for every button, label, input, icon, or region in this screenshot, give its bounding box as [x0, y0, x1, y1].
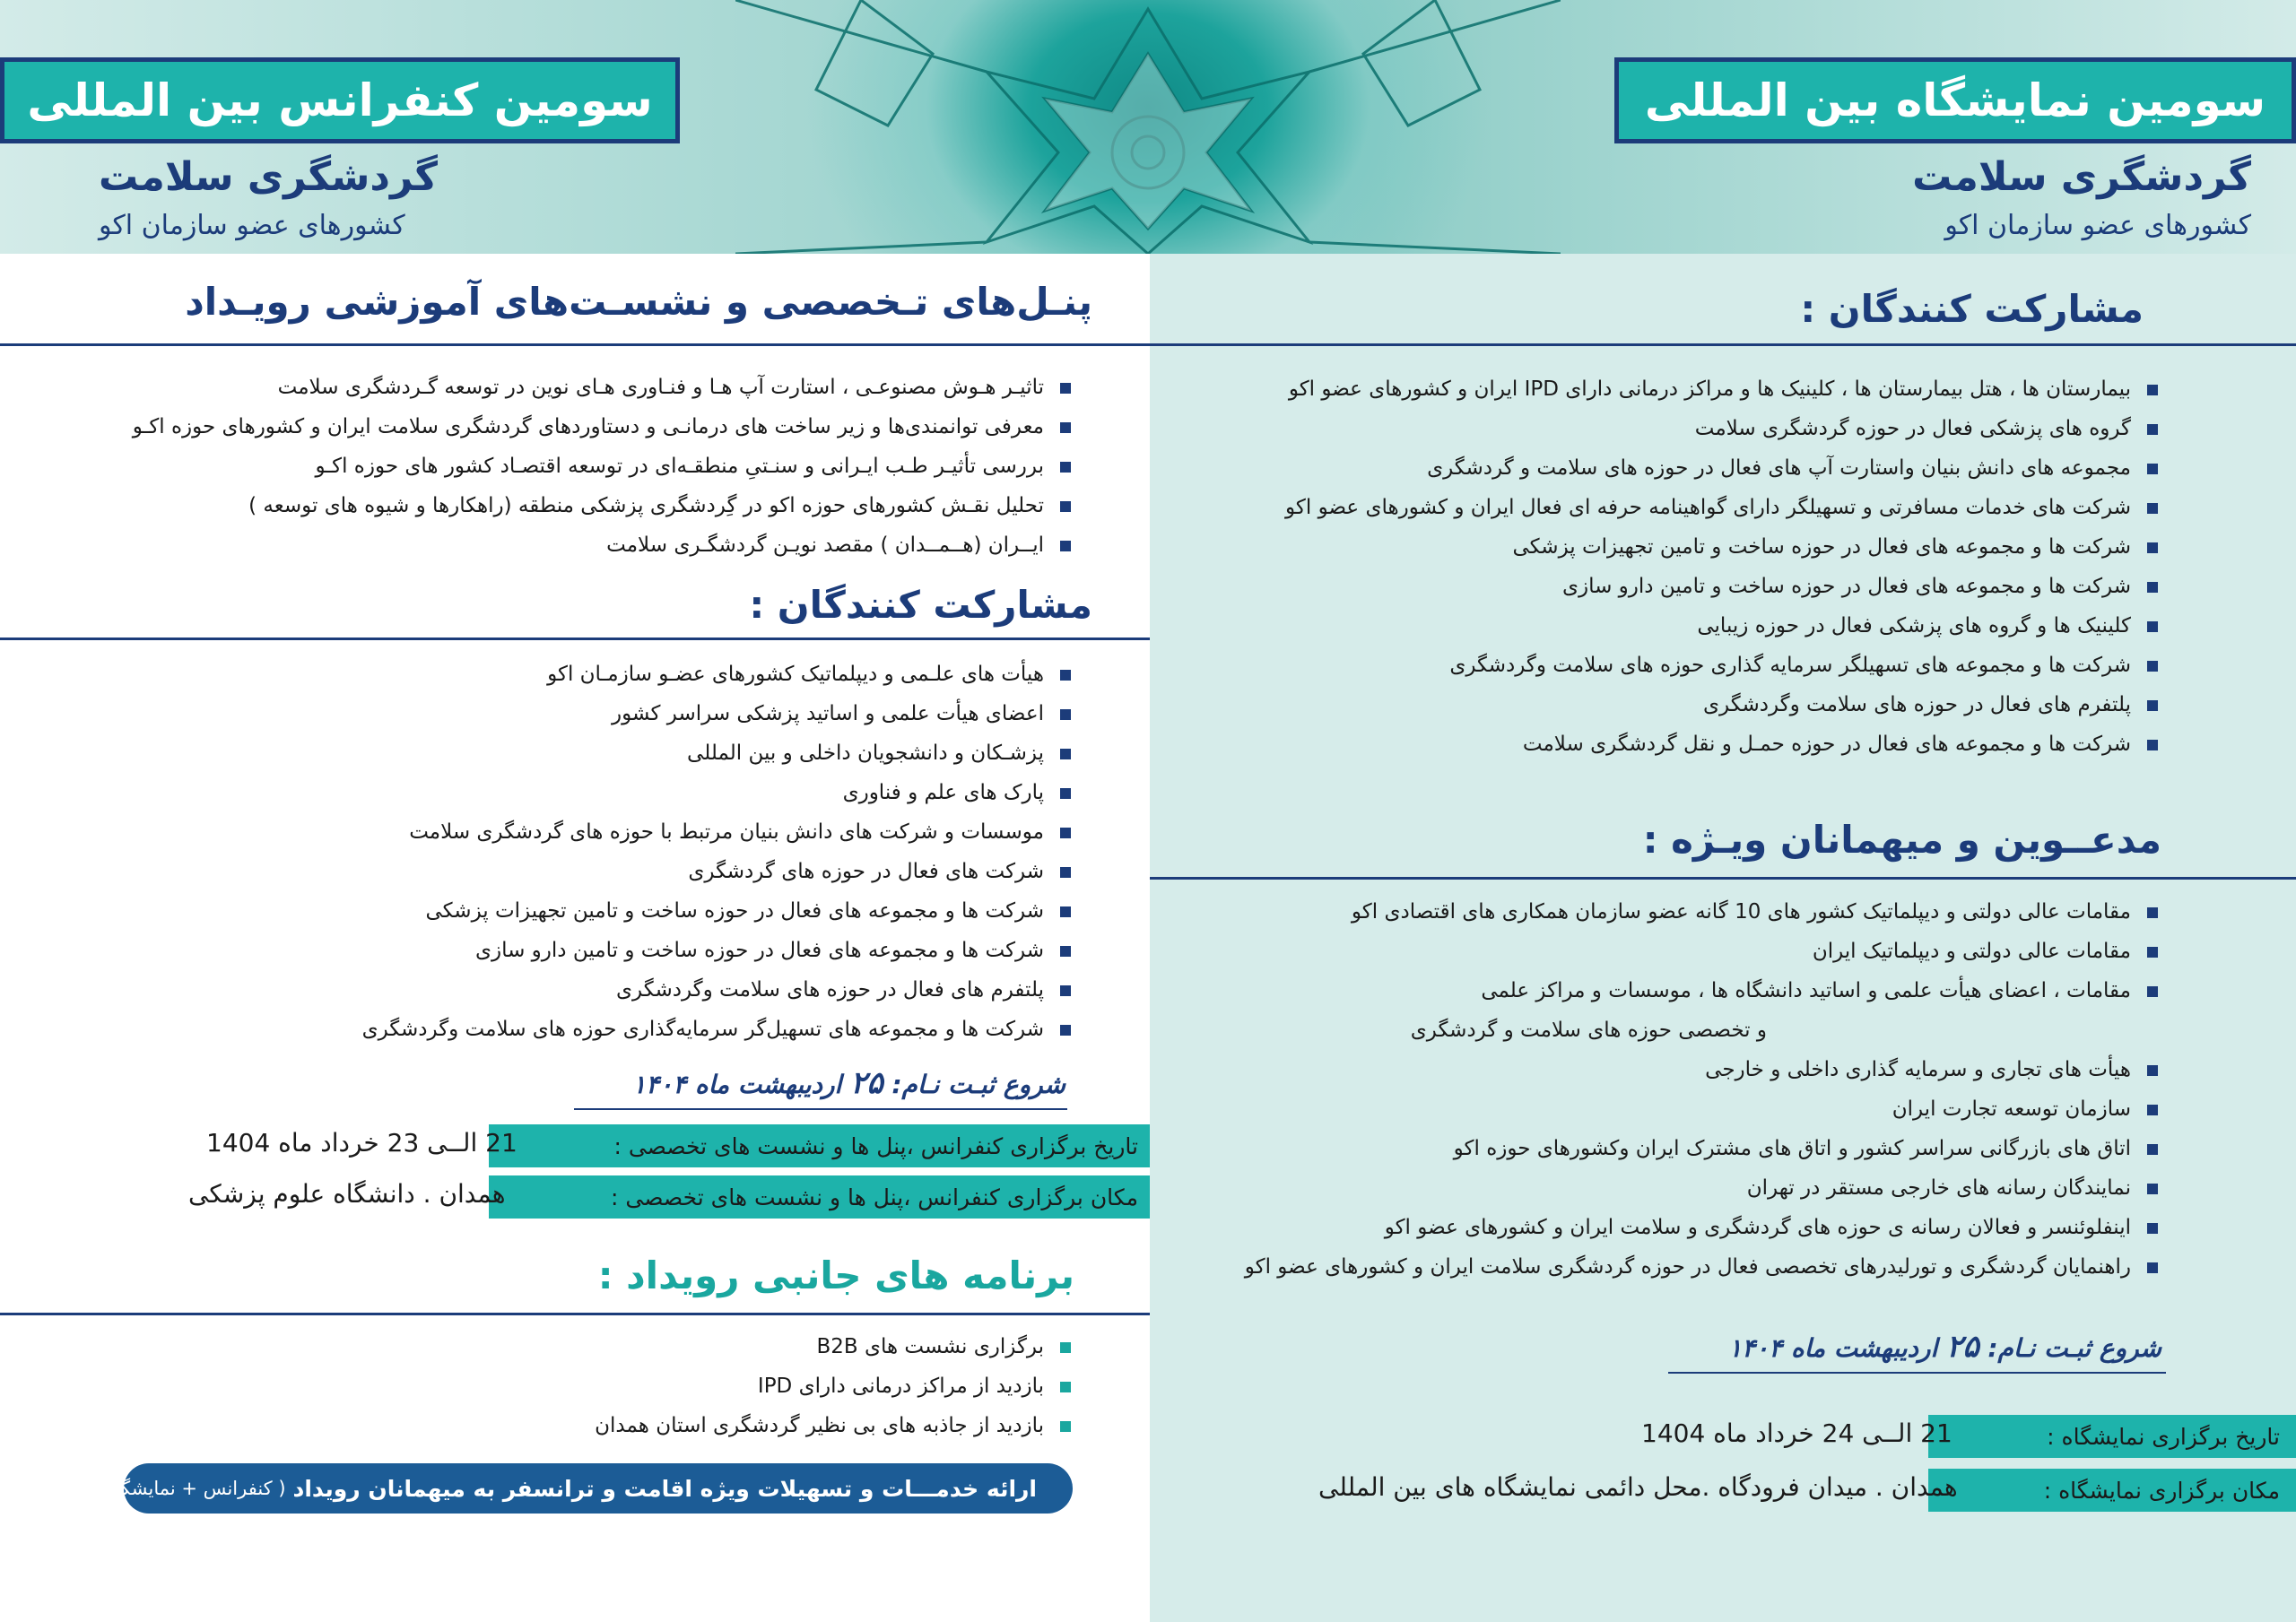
list-item: پلتفرم های فعال در حوزه های سلامت وگردشگری — [1285, 685, 2161, 724]
list-item: شرکت ها و مجموعه های فعال در حوزه ساخت و تامین دارو سازی — [1285, 567, 2161, 606]
list-item: شرکت ها و مجموعه های فعال در حوزه حمـل و نقل گردشگری سلامت — [1285, 724, 2161, 764]
exhibition-participants-title: مشارکت کنندگان : — [1800, 287, 2144, 331]
side-programs-rule — [0, 1313, 1150, 1315]
guests-list — [1245, 892, 2161, 1287]
list-item: راهنمایان گردشگری و تورلیدرهای تخصصی فعال در حوزه گردشگری سلامت ایران و کشورهای عضو اکو — [1245, 1247, 2161, 1287]
islamic-ornament-image — [735, 0, 1561, 254]
registration-label: شروع ثبـت نـام: — [891, 1070, 1065, 1099]
list-item: شرکت ها و مجموعه های تسهیل‌گر سرمایه‌گذاری حوزه های سلامت وگردشگری — [362, 1010, 1074, 1049]
list-item: مقامات عالی دولتی و دیپلماتیک ایران — [1245, 932, 2161, 971]
list-item: مقامات ، اعضای هیأت علمی و اساتید دانشگاه ها ، موسسات و مراکز علمی — [1245, 971, 2161, 1010]
exhibition-place-label: مکان برگزاری نمایشگاه : — [1928, 1469, 2296, 1512]
list-item: شرکت های خدمات مسافرتی و تسهیلگر دارای گواهینامه حرفه ای فعال ایران و کشورهای عضو اکو — [1285, 488, 2161, 527]
list-item: هیأت های علـمی و دیپلماتیک کشورهای عضـو سازمـان اکو — [362, 655, 1074, 694]
list-item: شرکت ها و مجموعه های فعال در حوزه ساخت و تامین تجهیزات پزشکی — [1285, 527, 2161, 567]
list-item-continuation: و تخصصی حوزه های سلامت و گردشگری — [1410, 1019, 1767, 1042]
list-item: شرکت ها و مجموعه های فعال در حوزه ساخت و تامین دارو سازی — [362, 931, 1074, 970]
header-band — [0, 0, 2296, 254]
guests-title: مدعــوین و میهمانان ویـژه : — [1642, 818, 2161, 862]
panels-title: پنـل‌های تـخصصی و نشسـت‌های آموزشی رویـداد — [185, 280, 1092, 324]
panels-title-rule — [0, 343, 1150, 346]
list-item: مجموعه های دانش بنیان واستارت آپ های فعال در حوزه های سلامت و گردشگری — [1285, 448, 2161, 488]
list-item: برگزاری نشست های B2B — [595, 1327, 1074, 1366]
list-item: تحلیل نقـش کشورهای حوزه اکو در گِردشگری پزشکی منطقه (راهکارها و شیوه های توسعه ) — [133, 486, 1074, 525]
list-item: معرفی توانمندی‌ها و زیر ساخت‌ های درمانـی و دستاوردهای گردشگری سلامت ایران و کشورهای حوزه اکـو — [133, 407, 1074, 447]
conference-place-label: مکان برگزاری کنفرانس ،پنل ها و نشست های تخصصی : — [489, 1175, 1154, 1219]
side-programs-list — [595, 1327, 1074, 1445]
list-item: بازدید از جاذبه های بی نظیر گردشگری استان همدان — [595, 1406, 1074, 1445]
list-item: شرکت های فعال در حوزه های گردشگری — [362, 852, 1074, 891]
exhibition-participants-rule — [1150, 343, 2296, 346]
list-item: بازدید از مراکز درمانی دارای IPD — [595, 1366, 1074, 1406]
list-item: پلتفرم های فعال در حوزه های سلامت وگردشگری — [362, 970, 1074, 1010]
services-banner — [91, 1463, 1073, 1514]
registration-label: شروع ثبـت نـام: — [1987, 1333, 2161, 1363]
list-item: کلینیک ها و گروه های پزشکی فعال در حوزه زیبایی — [1285, 606, 2161, 646]
panels-list — [133, 368, 1074, 565]
conference-subtitle: گردشگری سلامت — [99, 154, 438, 200]
registration-day: ۲۵ — [1946, 1329, 1979, 1365]
list-item: پارک های علم و فناوری — [362, 773, 1074, 812]
registration-day: ۲۵ — [850, 1065, 883, 1101]
conference-sub2: کشورهای عضو سازمان اکو — [99, 210, 405, 241]
list-item: پزشـکان و دانشجویان داخلی و بین المللی — [362, 733, 1074, 773]
list-item: هیأت های تجاری و سرمایه گذاری داخلی و خارجی — [1245, 1050, 2161, 1089]
exhibition-title: سومین نمایشگاه بین المللی — [1614, 57, 2296, 143]
services-note: ( کنفرانس + نمایشگاه ) — [91, 1478, 286, 1499]
registration-underline — [574, 1108, 1067, 1110]
exhibition-sub2: کشورهای عضو سازمان اکو — [1944, 210, 2251, 241]
list-item: بررسی تأثیـر طـب ایـرانی و سنـتیِ منطقـه‌ای در توسعه اقتصـاد کشور های حوزه اکـو — [133, 447, 1074, 486]
conference-participants-title: مشارکت کنندگان : — [749, 583, 1092, 627]
exhibition-registration — [1728, 1329, 2161, 1365]
list-item: اعضای هیأت علمی و اساتید پزشکی سراسر کشور — [362, 694, 1074, 733]
list-item: موسسات و شرکت های دانش بنیان مرتبط با حوزه های گردشگری سلامت — [362, 812, 1074, 852]
conference-title: سومین کنفرانس بین المللی — [0, 57, 680, 143]
side-programs-title: برنامه های جانبی رویداد : — [597, 1253, 1074, 1297]
conference-date-value: 21 الــی 23 خرداد ماه 1404 — [206, 1128, 517, 1158]
list-item: شرکت ها و مجموعه های فعال در حوزه ساخت و تامین تجهیزات پزشکی — [362, 891, 1074, 931]
list-item: بیمارستان ها ، هتل بیمارستان ها ، کلینیک ها و مراکز درمانی دارای IPD ایران و کشورهای عضو اکو — [1285, 369, 2161, 409]
exhibition-place-value: همدان . میدان فرودگاه .محل دائمی نمایشگاه های بین المللی — [1318, 1472, 1958, 1502]
list-item: نمایندگان رسانه های خارجی مستقر در تهران — [1245, 1168, 2161, 1208]
list-item: تاثیـر هـوش مصنوعـی ، استارت آپ هـا و فنـاوری هـای نوین در توسعه گـردشگری سلامت — [133, 368, 1074, 407]
list-item: اتاق های بازرگانی سراسر کشور و اتاق های مشترک ایران وکشورهای حوزه اکو — [1245, 1129, 2161, 1168]
registration-underline — [1668, 1372, 2166, 1374]
exhibition-date-value: 21 الــی 24 خرداد ماه 1404 — [1641, 1418, 1952, 1448]
conference-participants-list — [362, 655, 1074, 1049]
exhibition-subtitle: گردشگری سلامت — [1912, 154, 2251, 200]
list-item: سازمان توسعه تجارت ایران — [1245, 1089, 2161, 1129]
services-text: ارائه خدمـــات و تسهیلات ویژه اقامت و ترانسفر به میهمانان رویداد — [292, 1475, 1037, 1502]
registration-date: اردیبهشت ماه ۱۴۰۴ — [632, 1070, 842, 1099]
conference-registration — [632, 1065, 1065, 1101]
registration-date: اردیبهشت ماه ۱۴۰۴ — [1728, 1333, 1938, 1363]
list-item: اینفلوئنسر و فعالان رسانه ی حوزه های گردشگری و سلامت ایران و کشورهای عضو اکو — [1245, 1208, 2161, 1247]
list-item: گروه های پزشکی فعال در حوزه گردشگری سلامت — [1285, 409, 2161, 448]
list-item: شرکت ها و مجموعه های تسهیلگر سرمایه گذاری حوزه های سلامت وگردشگری — [1285, 646, 2161, 685]
exhibition-date-label: تاریخ برگزاری نمایشگاه : — [1928, 1415, 2296, 1458]
exhibition-participants-list — [1285, 369, 2161, 764]
conference-date-label: تاریخ برگزاری کنفرانس ،پنل ها و نشست های تخصصی : — [489, 1124, 1154, 1167]
participants-title-rule — [0, 638, 1150, 640]
list-item: ایــران (هــمــدان ) مقصد نویـن گردشگـری سلامت — [133, 525, 1074, 565]
guests-rule — [1150, 877, 2296, 880]
list-item: مقامات عالی دولتی و دیپلماتیک کشور های 10 گانه عضو سازمان همکاری های اقتصادی اکو — [1245, 892, 2161, 932]
conference-place-value: همدان . دانشگاه علوم پزشکی — [188, 1179, 506, 1209]
